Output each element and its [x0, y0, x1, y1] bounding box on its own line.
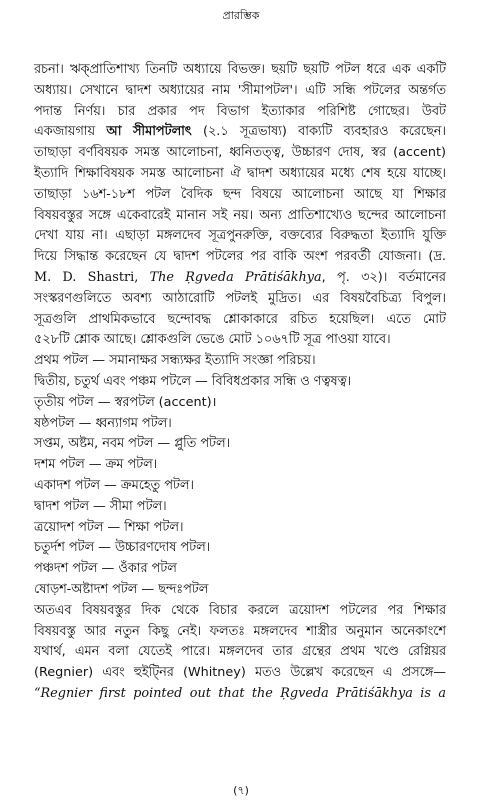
patala-item: ষষ্ঠপটল — ধ্বন্যাগম পটল। [34, 415, 172, 431]
text-line: (Regnier) এবং হুইট্নির (Whitney) মতও উল্লেখ করেছেন এ প্রসঙ্গে— [34, 665, 446, 681]
page-number: (৭) [233, 784, 249, 797]
text-line: সূত্রগুলি প্রাথমিকভাবে ছন্দোবদ্ধ শ্লোকাকারে রচিত হয়েছিল। এতে মোট [34, 311, 446, 327]
text-line: অধ্যায়। সেখানে দ্বাদশ অধ্যায়ের নাম 'সীমাপটল'। এটি সন্ধি পটলের অন্তর্গত [34, 82, 446, 98]
text-line [34, 122, 446, 143]
patala-item: দশম পটল — ক্রম পটল। [34, 457, 158, 473]
patala-item: একাদশ পটল — ক্রমহেতু পটল। [34, 477, 194, 493]
patala-item: দ্বাদশ পটল — সীমা পটল। [34, 498, 167, 514]
text-line: দেখা যায় না। এছাড়া মঙ্গলদেব সূত্রপুনরুক্তি, বক্তব্যের বিরুদ্ধতা ইত্যাদি যুক্তি [34, 228, 446, 244]
quotation-line: “Regnier first pointed out that the Ṛgveda Prātiśākhya is a [34, 685, 446, 701]
text-span: (২.১ সূত্রভাষ্য) বাক্যটি ব্যবহারও করেছেন। [191, 124, 447, 140]
text-line: বিষয়বস্তুর সঙ্গে একেবারেই মানান সই নয়। অন্য প্রাতিশাখ্যেও ছন্দের আলোচনা [34, 207, 446, 223]
running-header: প্রারম্ভিক [222, 9, 260, 22]
text-line: অতএব বিষয়বস্তুর দিক থেকে বিচার করলে ত্রয়োদশ পটলের পর শিক্ষার [34, 602, 446, 618]
citation-title: The Ṛgveda Prātiśākhya [149, 269, 322, 285]
text-line: সংস্করণগুলিতে অবশ্য আঠারোটি পটলই মুদ্রিত। এর বিষয়বৈচিত্র্য বিপুল। [34, 290, 446, 306]
text-span: , পৃ. ৩২)। বর্তমানের [321, 269, 446, 285]
patala-item: দ্বিতীয়, চতুর্থ এবং পঞ্চম পটলে — বিবিধপ্রকার সন্ধি ও ণত্বষত্ব। [34, 373, 352, 389]
patala-item: সপ্তম, অষ্টম, নবম পটল — প্লুতি পটল। [34, 436, 231, 452]
text-line: পদান্ত নির্ণয়। চার প্রকার পদ বিভাগ ইত্যাকার পরিশিষ্ট গোছের। উবট [34, 103, 446, 119]
page-body [34, 60, 446, 705]
text-line: যথার্থ, এমন বলা যেতেই পারে। মঙ্গলদেব তার গ্রন্থের প্রথম খণ্ডে রেগ্নিয়র [34, 644, 446, 660]
text-line [34, 268, 446, 289]
patala-item: পঞ্চদশ পটল — ওঁকার পটল [34, 561, 177, 577]
text-line: রচনা। ঋক্প্রাতিশাখ্য তিনটি অধ্যায়ে বিভক্ত। ছয়টি ছয়টি পটল ধরে এক একটি [34, 62, 446, 77]
citation-author: M. D. Shastri, [34, 269, 150, 285]
patala-item: তৃতীয় পটল — স্বরপটল (accent)। [34, 394, 217, 410]
patala-item: প্রথম পটল — সমানাক্ষর সন্ধ্যক্ষর ইত্যাদি সংজ্ঞা পরিচয়। [34, 353, 316, 369]
text-line: তাছাড়া বর্ণবিষয়ক সমস্ত আলোচনা, ধ্বনিতত্ত্ব, উচ্চারণ দোষ, স্বর (accent) [34, 145, 446, 161]
quoted-phrase: আ সীমাপটলাৎ [106, 124, 192, 140]
text-line: ৫২৮টি শ্লোক আছে। শ্লোকগুলি ভেঙে মোট ১০৬৭টি সূত্র পাওয়া যাবে। [34, 332, 391, 348]
text-line: বিষয়বস্তু আর নতুন কিছু নেই। ফলতঃ মঙ্গলদেব শাস্ত্রীর অনুমান অনেকাংশে [34, 623, 446, 639]
text-line: দিয়ে সিদ্ধান্ত করেছেন যে দ্বাদশ পটলের পর বাকি অংশ পরবর্তী যোজনা। (দ্র. [34, 249, 446, 265]
text-span: একজায়গায় [34, 124, 107, 140]
patala-item: ত্রয়োদশ পটল — শিক্ষা পটল। [34, 519, 184, 535]
patala-item: চতুর্দশ পটল — উচ্চারণদোষ পটল। [34, 540, 211, 556]
patala-item: ষোড়শ-অষ্টাদশ পটল — ছন্দঃপটল [34, 581, 209, 597]
text-line: তাছাড়া ১৬শ-১৮শ পটল বৈদিক ছন্দ বিষয়ে আলোচনা আছে যা শিক্ষার [34, 186, 446, 202]
text-line: ইত্যাদি শিক্ষাবিষয়ক সমস্ত আলোচনা ঐ দ্বাদশ অধ্যায়ের মধ্যে শেষ হয়ে যাচ্ছে। [34, 165, 446, 181]
